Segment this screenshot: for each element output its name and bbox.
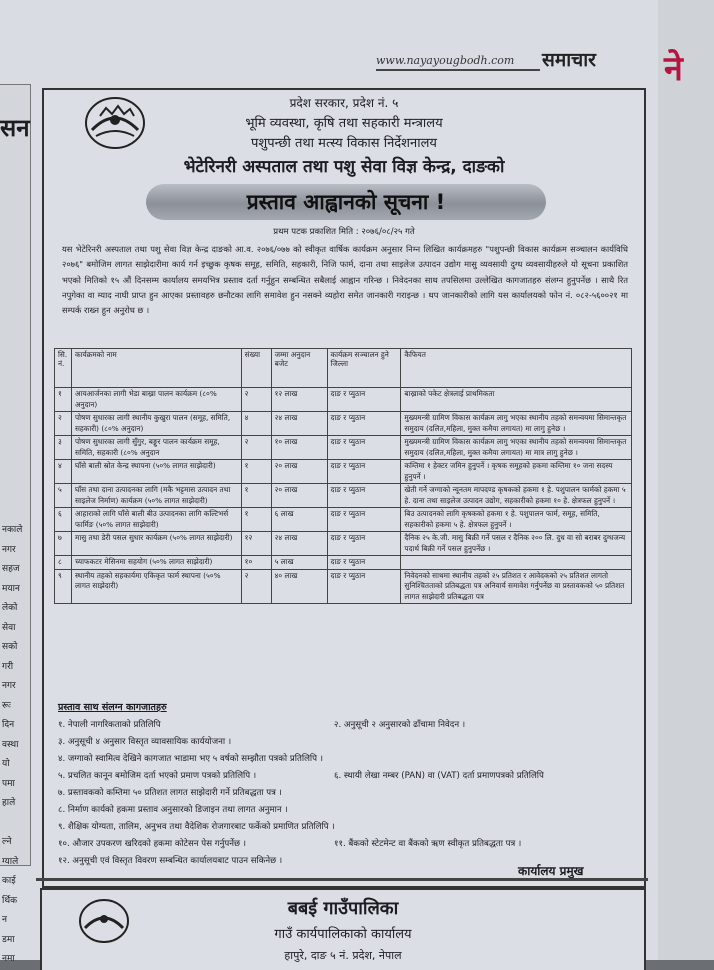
budget-cell: २४ लाख [271, 532, 327, 556]
adjacent-word: वस्था [2, 739, 19, 750]
budget-cell: २४ लाख [271, 412, 327, 436]
column-header: कार्यक्रम सञ्चालन हुने जिल्ला [327, 349, 401, 388]
attachments-title: प्रस्ताव साथ संलग्न कागजातहरु [58, 702, 167, 713]
program-name-cell: आयआर्जनका लागी भेडा बाख्रा पालन कार्यक्रम (८०% अनुदान) [71, 388, 241, 412]
column-header: संख्या [241, 349, 271, 388]
notice-paragraph: यस भेटेरिनरी अस्पताल तथा पशु सेवा विज्ञ केन्द्र दाङको आ.व. २०७६/०७७ को स्वीकृत वार्षिक कार्यक्रम अनुसार निम्न लिखित कार्यक्रमहरु "पशुपन्छी विकास कार्यक्रम सञ्चालन कार्यविधि २०७६" बमोजिम लागत साझेदारीमा कार्य गर्न इच्छुक कृषक समूह, समिति, सहकारी, निजि फार्म, दाना तथा साइलेज उत्पादन उद्योग मासु व्यवसायी दुग्ध व्यवसायीहरुले यो सूचना प्रकाशित भएको मितिको १५ औं दिनसम्म कार्यालय समयभित्र प्रस्ताव दर्ता गर्नुहुन सम्बन्धित सबैलाई आह्वान गरिन्छ । निवेदनका साथ तपसिलमा उल्लेखित कागजातहरु संलग्न हुनुपर्नेछ । साथै रित नपुगेका वा म्याद नाघी प्राप्त हुन आएका प्रस्तावहरु छनौटका लागि समावेश हुन नसक्ने व्यहोरा समेत जानकारी गराइन्छ । थप जानकारीको लागि यस कार्यालयको फोन नं. ०८२-५६००२१ मा सम्पर्क राख्न हुन अनुरोध छ । [62, 244, 628, 316]
count-cell: १२ [241, 532, 271, 556]
program-name-cell: घाँसे बाली स्रोत केन्द्र स्थापना (५०% लागत साझेदारी) [71, 460, 241, 484]
budget-cell: ६ लाख [271, 508, 327, 532]
tender-notice [42, 88, 646, 888]
remarks-cell: निवेदनको साथमा स्थानीय तहको २५ प्रतिशत र आवेदकको २५ प्रतिशत लागतो सुनिश्चितताको प्रतिबद्धता पत्र अनिवार्य समावेश गर्नुपर्नेछ वा प्रस्तावकको ५० प्रतिशत लागत साझेदारी प्रतिबद्धता पत्र [401, 569, 632, 604]
remarks-cell: कम्तिमा १ हेक्टर जमिन हुनुपर्ने । कृषक समूहको हकमा कम्तिमा १० जना सदस्य हुनुपर्ने । [401, 460, 632, 484]
program-name-cell: पोषण सुधारका लागी स्थानीय कुखुरा पालन (समूह, समिति, सहकारी) (८०% अनुदान) [71, 412, 241, 436]
office-title: भेटेरिनरी अस्पताल तथा पशु सेवा विज्ञ केन्द्र, दाङको [183, 157, 505, 177]
serial-cell: २ [55, 412, 72, 436]
table-row [55, 508, 632, 532]
remarks-cell: खेती गर्ने जग्गाको न्यूनतम मापदण्ड कृषकको हकमा १ हे. पशुपालन फार्मको हकमा ५ हे. दाना तथा साइलेज उत्पादन उद्योग, सहकारीको हकमा १० हे. क्षेत्रफल हुनुपर्ने । [401, 484, 632, 508]
table-body [55, 388, 632, 604]
adjacent-column [0, 84, 31, 964]
program-name-cell: च्याफकटर मेसिनमा सहयोग (५०% लागत साझेदारी) [71, 556, 241, 570]
remarks-cell: दैनिक २५ के.जी. मासु बिक्री गर्ने पसल र दैनिक २०० लि. दुध वा सो बराबर दुग्धजन्य पदार्थ बिक्री गर्ने पसल हुनुपर्नेछ । [401, 532, 632, 556]
table-row [55, 388, 632, 412]
remarks-cell: बाख्राको पकेट क्षेत्रलाई प्राथमिकता [401, 388, 632, 412]
adjacent-word: यो [2, 759, 10, 769]
attachment-item: २. अनुसूची २ अनुसारको ढाँचामा निवेदन । [334, 720, 466, 730]
budget-cell: ४० लाख [271, 569, 327, 604]
adjacent-word: हाले [2, 798, 16, 808]
attachment-item: १२. अनुसूची एवं विस्तृत विवरण सम्बन्धित कार्यालयबाट पाउन सकिनेछ । [58, 856, 283, 866]
column-header: जम्मा अनुदान बजेट [271, 349, 327, 388]
adjacent-word: नगर [2, 544, 16, 555]
column-header: कार्यक्रमको नाम [71, 349, 241, 388]
count-cell: १ [241, 460, 271, 484]
serial-cell: ८ [55, 556, 72, 570]
program-name-cell: स्थानीय तहको सहकार्यमा एकिकृत फार्म स्थापना (५०% लागत साझेदारी) [71, 569, 241, 604]
table-header-row [55, 349, 632, 388]
district-cell: दाङ र प्युठान [327, 484, 401, 508]
adjacent-word: मयान [2, 583, 20, 594]
remarks-cell: मुख्यमन्त्री ग्रामिण विकास कार्यक्रम लागु भएका स्थानीय तहको समन्वयमा सिमान्तकृत समुदाय (दलित,महिला, मुक्त कमैया लगायत) मा लागु हुनेछ । [401, 412, 632, 436]
adjacent-word: दिन [2, 720, 15, 730]
table-row [55, 532, 632, 556]
adjacent-word: सको [2, 642, 18, 652]
brand-glyph: ने [664, 49, 683, 89]
district-cell: दाङ र प्युठान [327, 569, 401, 604]
district-cell: दाङ र प्युठान [327, 556, 401, 570]
serial-cell: ४ [55, 460, 72, 484]
section-title: समाचार [542, 49, 596, 71]
column-header: कैफियत [401, 349, 632, 388]
adjacent-word: पमा [2, 778, 15, 789]
serial-cell: ६ [55, 508, 72, 532]
program-name-cell: आहाराको लागि घाँसे बाली बीउ उत्पादनका लागि कल्टिभर्स फार्मिङ (५०% लागत साझेदारी) [71, 508, 241, 532]
site-url: www.nayayougbodh.com [376, 54, 515, 67]
program-table [54, 348, 632, 604]
adjacent-word: सेवा [2, 622, 16, 633]
count-cell: १ [241, 484, 271, 508]
attachment-item: ४. जग्गाको स्वामित्व देखिने कागजात भाडामा भए ५ वर्षको सम्झौता पत्रको प्रतिलिपि । [58, 754, 324, 764]
table-row [55, 556, 632, 570]
adjacent-word: र्थिक [2, 895, 17, 906]
attachment-item: १०. औजार उपकरण खरिदको हकमा कोटेसन पेस गर्नुपर्नेछ । [58, 839, 247, 849]
table-row [55, 569, 632, 604]
adjacent-word [2, 814, 30, 834]
adjacent-word: नगर [2, 681, 16, 691]
budget-cell: २० लाख [271, 460, 327, 484]
adjacent-word: रूः [2, 700, 11, 711]
notice-banner: प्रस्ताव आह्वानको सूचना ! [146, 184, 546, 220]
program-name-cell: मासु तथा डेरी पसल सुधार कार्यक्रम (५०% लागत साझेदारी) [71, 532, 241, 556]
program-name-cell: पोषण सुधारका लागी सुँगुर, बङ्गुर पालन कार्यक्रम समूह, समिति, सहकारी (८०% अनुदान [71, 436, 241, 460]
serial-cell: ३ [55, 436, 72, 460]
count-cell: २ [241, 569, 271, 604]
masthead-rule [376, 69, 540, 71]
serial-cell: ९ [55, 569, 72, 604]
adjacent-word: ल्ने [2, 837, 12, 847]
budget-cell: २० लाख [271, 484, 327, 508]
second-notice [40, 888, 646, 970]
district-cell: दाङ र प्युठान [327, 508, 401, 532]
adjacent-word: नमा [2, 954, 15, 964]
publication-date: प्रथम पटक प्रकाशित मिति : २०७६/०८/२५ गते [273, 227, 415, 237]
count-cell: १० [241, 556, 271, 570]
column-header: सि. नं. [55, 349, 72, 388]
serial-cell: १ [55, 388, 72, 412]
table-row [55, 484, 632, 508]
remarks-cell [401, 556, 632, 570]
adjacent-word: काई [2, 876, 16, 886]
table-row [55, 460, 632, 484]
attachment-item: ६. स्थायी लेखा नम्बर (PAN) वा (VAT) दर्ता प्रमाणपत्रको प्रतिलिपि [334, 771, 544, 781]
second-notice-subtitle: गाउँ कार्यपालिकाको कार्यालय [274, 927, 412, 942]
attachment-item: ९. शैक्षिक योग्यता, तालिम, अनुभव तथा वैदेशिक रोजगारबाट फर्केको प्रमाणित प्रतिलिपि । [58, 822, 335, 832]
remarks-cell: मुख्यमन्त्री ग्रामिण विकास कार्यक्रम लागु भएका स्थानीय तहको समन्वयमा सिमान्तकृत समुदाय (दलित,महिला, मुक्त कमैया लगायत) मा मात्र लागु हुनेछ । [401, 436, 632, 460]
district-cell: दाङ र प्युठान [327, 388, 401, 412]
adjacent-words [2, 521, 30, 970]
second-notice-title: बबई गाउँपालिका [287, 898, 399, 919]
district-cell: दाङ र प्युठान [327, 412, 401, 436]
district-cell: दाङ र प्युठान [327, 532, 401, 556]
adjacent-word: लेको [2, 603, 18, 613]
table-row [55, 436, 632, 460]
count-cell: १ [241, 508, 271, 532]
adjacent-word: डमा [2, 934, 15, 945]
attachment-item: ५. प्रचलित कानून बमोजिम दर्ता भएको प्रमाण पत्रको प्रतिलिपि । [58, 771, 257, 781]
budget-cell: ५ लाख [271, 556, 327, 570]
serial-cell: ५ [55, 484, 72, 508]
remarks-cell: बिउ उत्पादनको लागि कृषकको हकमा १ हे. पशुपालन फार्म, समूह, समिति, सहकारीको हकमा ५ हे. क्षेत्रफल हुनुपर्ने । [401, 508, 632, 532]
adjacent-heading: सन [0, 114, 30, 142]
adjacent-word: ग्याले [2, 856, 19, 867]
attachment-item: ८. निर्माण कार्यको हकमा प्रस्ताव अनुसारको डिजाइन तथा लागत अनुमान । [58, 805, 288, 815]
count-cell: २ [241, 388, 271, 412]
attachment-item: ११. बैंकको स्टेटमेन्ट वा बैंकको ऋण स्वीकृत प्रतिबद्धता पत्र । [334, 839, 522, 849]
district-cell: दाङ र प्युठान [327, 436, 401, 460]
header-line-1: प्रदेश सरकार, प्रदेश नं. ५ [289, 96, 399, 110]
district-cell: दाङ र प्युठान [327, 460, 401, 484]
attachment-item: ७. प्रस्तावकको कम्तिमा ५० प्रतिशत लागत साझेदारी गर्ने प्रतिबद्धता पत्र । [58, 788, 282, 798]
adjacent-word: सहज [2, 564, 20, 574]
adjacent-word: गरी [2, 661, 14, 672]
second-notice-address: हापुरे, दाङ ५ नं. प्रदेश, नेपाल [284, 949, 402, 962]
serial-cell: ७ [55, 532, 72, 556]
table-row [55, 412, 632, 436]
notice-divider [36, 878, 648, 881]
adjacent-word: न [2, 915, 7, 925]
masthead [0, 44, 648, 74]
header-line-2: भूमि व्यवस्था, कृषि तथा सहकारी मन्त्रालय [245, 116, 443, 131]
header-line-3: पशुपन्छी तथा मत्स्य विकास निर्देशनालय [251, 136, 437, 151]
count-cell: ४ [241, 412, 271, 436]
count-cell: २ [241, 436, 271, 460]
program-name-cell: घाँस तथा दाना उत्पादनका लागि (मकै भट्टमास उत्पादन तथा साइलेज निर्माण) कार्यक्रम (५०% लागत साझेदारी) [71, 484, 241, 508]
attachment-item: १. नेपाली नागरिकताको प्रतिलिपि [58, 720, 161, 730]
adjacent-word: नकाले [2, 525, 23, 535]
adjacent-page-edge [658, 0, 714, 960]
budget-cell: १२ लाख [271, 388, 327, 412]
attachment-item: ३. अनुसूची ४ अनुसार विस्तृत व्यावसायिक कार्ययोजना । [58, 737, 232, 747]
budget-cell: १० लाख [271, 436, 327, 460]
signer: कार्यालय प्रमुख [518, 864, 584, 878]
